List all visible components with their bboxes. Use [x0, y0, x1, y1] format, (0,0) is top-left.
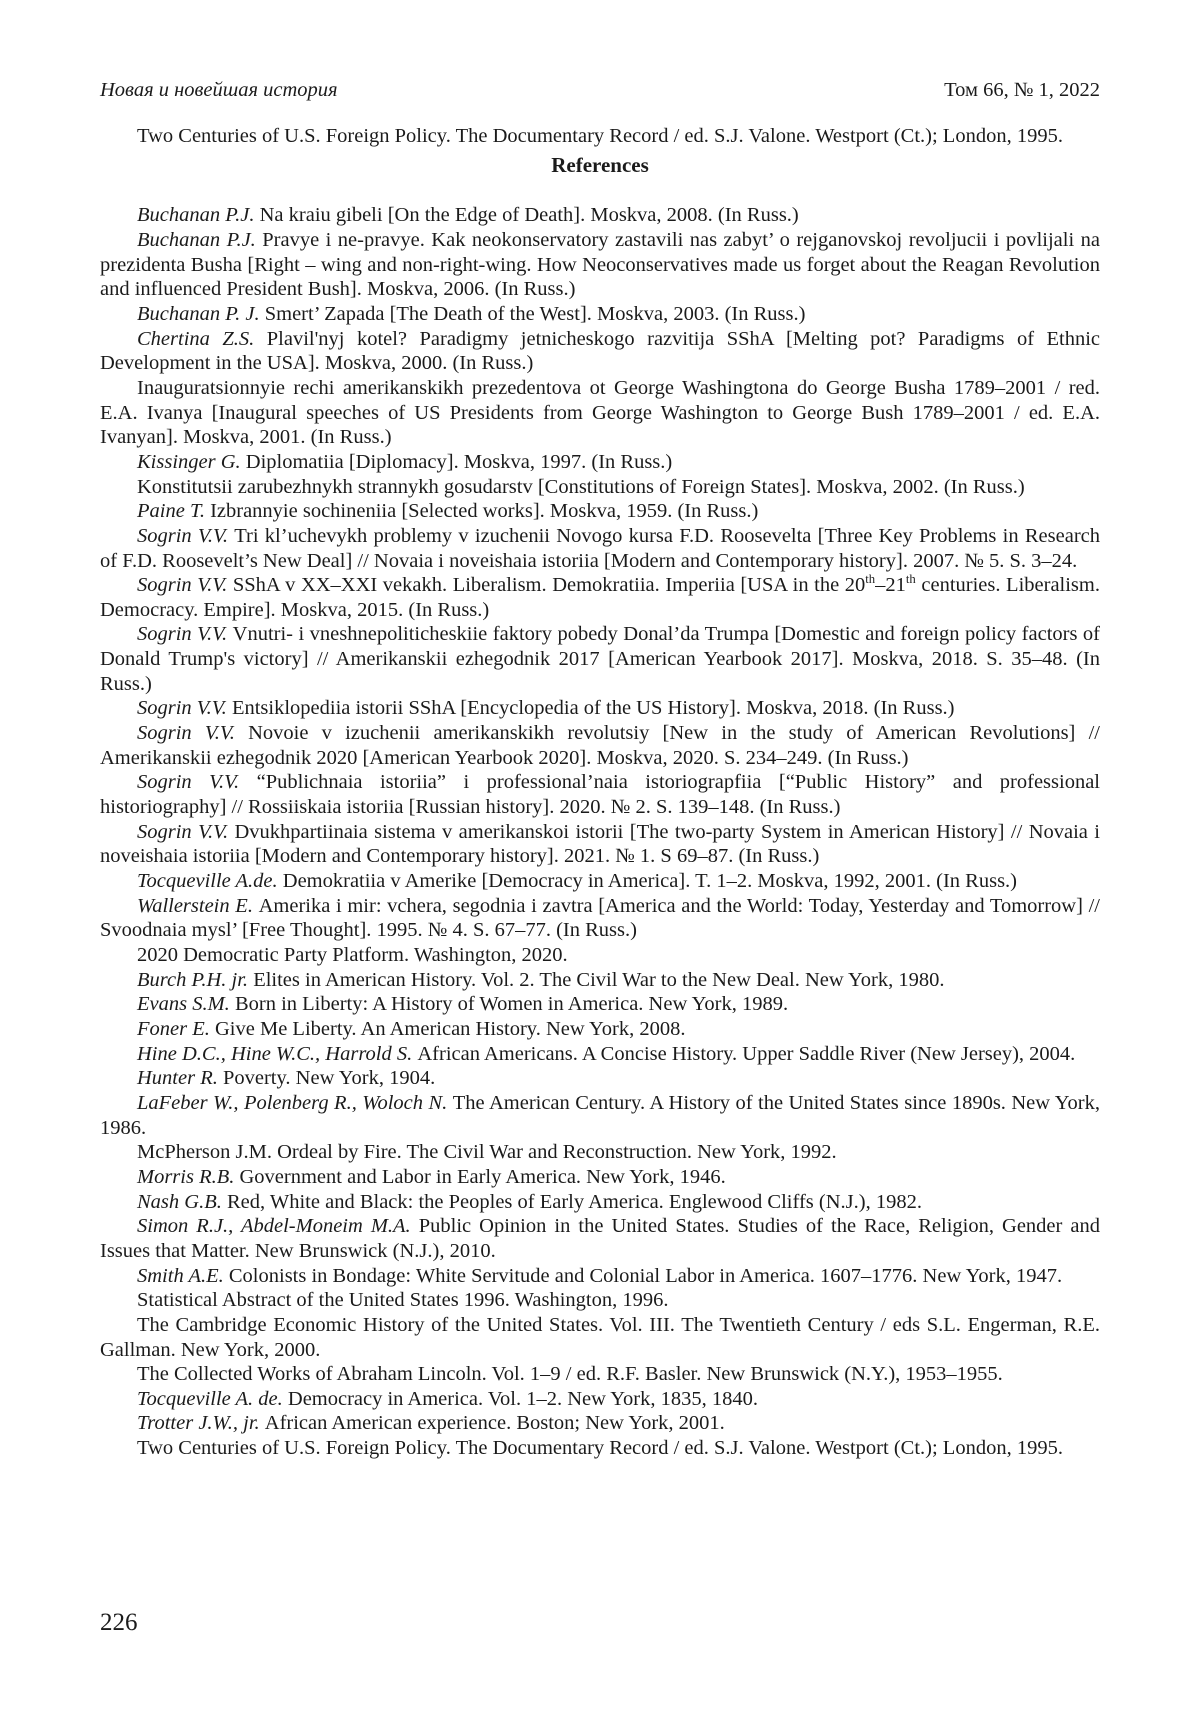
reference-text: “Publichnaia istoriia” i professional’naia istoriograpfiia [“Public History” and professional historiography] // Rossiiskaia istoriia [Russian history]. 2020. № 2. S. 139–148. (In Russ.)	[100, 771, 1100, 819]
reference-author: Buchanan P.J.	[137, 204, 260, 227]
reference-entry	[100, 1017, 1100, 1042]
reference-text: Na kraiu gibeli [On the Edge of Death]. Moskva, 2008. (In Russ.)	[259, 204, 799, 227]
reference-text: Dvukhpartiinaia sistema v amerikanskoi istorii [The two-party System in American History] // Novaia i noveishaia istoriia [Modern and Contemporary history]. 2021. № 1. S 69–87. (In Russ.)	[100, 820, 1101, 868]
reference-author: LaFeber W., Polenberg R., Woloch N.	[137, 1091, 453, 1114]
reference-entry	[100, 869, 1100, 894]
page-number: 226	[100, 1609, 138, 1636]
reference-text: African Americans. A Concise History. Upper Saddle River (New Jersey), 2004.	[417, 1042, 1076, 1065]
reference-text: Entsiklopediia istorii SShA [Encyclopedia of the US History]. Moskva, 2018. (In Russ.)	[231, 697, 955, 720]
reference-author: Buchanan P.J.	[137, 228, 263, 251]
reference-entry	[100, 450, 1100, 475]
reference-entry	[100, 820, 1100, 869]
reference-entry	[100, 1165, 1100, 1190]
reference-entry	[100, 1288, 1100, 1313]
reference-author: Sogrin V.V.	[137, 623, 233, 646]
reference-text: Inauguratsionnyie rechi amerikanskikh prezedentova ot George Washingtona do George Busha 1789–2001 / red. E.A. Ivanya [Inaugural speeches of US Presidents from George Washington to George Bush 1789–2001 / ed. E.A. Ivanyan]. Moskva, 2001. (In Russ.)	[100, 376, 1100, 449]
reference-entry	[100, 1042, 1100, 1067]
reference-author: Sogrin V.V.	[137, 820, 235, 843]
reference-author: Buchanan P. J.	[137, 302, 265, 325]
reference-text: Born in Liberty: A History of Women in America. New York, 1989.	[234, 993, 789, 1016]
reference-entry	[100, 327, 1100, 376]
reference-entry	[100, 475, 1100, 500]
reference-text: Demokratiia v Amerike [Democracy in America]. T. 1–2. Moskva, 1992, 2001. (In Russ.)	[282, 870, 1017, 893]
reference-author: Sogrin V.V.	[137, 574, 233, 597]
reference-entry	[100, 1362, 1100, 1387]
reference-text: 2020 Democratic Party Platform. Washington, 2020.	[137, 944, 568, 966]
running-head	[100, 78, 1100, 102]
reference-entry	[100, 203, 1100, 228]
reference-text: Elites in American History. Vol. 2. The Civil War to the New Deal. New York, 1980.	[253, 968, 945, 991]
reference-entry	[100, 992, 1100, 1017]
reference-entry	[100, 696, 1100, 721]
reference-entry	[100, 1190, 1100, 1215]
references-list	[100, 203, 1100, 1460]
reference-author: Morris R.B.	[137, 1165, 240, 1188]
reference-text: McPherson J.M. Ordeal by Fire. The Civil War and Reconstruction. New York, 1992.	[137, 1141, 837, 1164]
reference-text: Novoie v izuchenii amerikanskikh revolutsiy [New in the study of American Revolutions] // Amerikanskii ezhegodnik 2020 [American Yearbook 2020]. Moskva, 2020. S. 234–249. (In Russ.)	[100, 722, 1100, 769]
reference-text: Tri kl’uchevykh problemy v izuchenii Novogo kursa F.D. Roosevelta [Three Key Problems in Research of F.D. Roosevelt’s New Deal] // Novaia i noveishaia istoriia [Modern and Contemporary history]. 2007. № 5. S. 3–24.	[100, 524, 1100, 572]
reference-entry	[100, 1214, 1100, 1263]
reference-entry	[100, 1264, 1100, 1289]
reference-author: Kissinger G.	[137, 450, 246, 473]
reference-entry	[100, 1313, 1100, 1362]
reference-entry	[100, 894, 1100, 943]
reference-author: Paine T.	[137, 500, 211, 523]
reference-text: Government and Labor in Early America. New York, 1946.	[239, 1165, 726, 1188]
reference-entry	[100, 1066, 1100, 1091]
reference-entry	[100, 1436, 1100, 1461]
reference-text: Two Centuries of U.S. Foreign Policy. The Documentary Record / ed. S.J. Valone. Westport (Ct.); London, 1995.	[137, 1437, 1063, 1460]
reference-text: Colonists in Bondage: White Servitude and Colonial Labor in America. 1607–1776. New York, 1947.	[228, 1264, 1063, 1287]
issue-info: Том 66, № 1, 2022	[944, 79, 1100, 101]
reference-text: Izbrannyie sochineniia [Selected works]. Moskva, 1959. (In Russ.)	[210, 500, 759, 523]
page-content	[100, 124, 1100, 1461]
reference-author: Burch P.H. jr.	[137, 968, 254, 991]
reference-entry	[100, 721, 1100, 770]
reference-author: Smith A.E.	[137, 1264, 229, 1287]
journal-title: Новая и новейшая история	[100, 79, 338, 101]
reference-author: Simon R.J., Abdel-Moneim M.A.	[137, 1215, 419, 1238]
reference-entry	[100, 1091, 1100, 1140]
reference-entry	[100, 376, 1100, 450]
reference-text: The American Century. A History of the United States since 1890s. New York, 1986.	[100, 1091, 1100, 1139]
reference-text: SShA v XX–XXI vekakh. Liberalism. Demokratiia. Imperiia [USA in the 20th–21th centuries. Liberalism. Democracy. Empire]. Moskva, 2015. (In Russ.)	[100, 572, 1100, 621]
reference-author: Foner E.	[137, 1017, 215, 1040]
reference-text: Public Opinion in the United States. Studies of the Race, Religion, Gender and Issues that Matter. New Brunswick (N.J.), 2010.	[100, 1215, 1100, 1262]
reference-text: African American experience. Boston; New York, 2001.	[264, 1412, 725, 1435]
reference-text: Plavil'nyj kotel? Paradigmy jetnicheskogo razvitija SShA [Melting pot? Paradigms of Ethnic Development in the USA]. Moskva, 2000. (In Russ.)	[100, 327, 1101, 375]
reference-author: Trotter J.W., jr.	[137, 1412, 265, 1435]
reference-author: Tocqueville A. de.	[137, 1387, 288, 1410]
reference-author: Evans S.M.	[137, 993, 235, 1016]
reference-author: Sogrin V.V.	[137, 771, 257, 794]
references-heading: References	[551, 152, 649, 177]
reference-text: Democracy in America. Vol. 1–2. New York, 1835, 1840.	[287, 1387, 759, 1410]
reference-entry	[100, 1140, 1100, 1165]
reference-entry	[100, 968, 1100, 993]
reference-text: Red, White and Black: the Peoples of Early America. Englewood Cliffs (N.J.), 1982.	[226, 1190, 922, 1213]
reference-entry	[100, 499, 1100, 524]
reference-author: Sogrin V.V.	[137, 722, 249, 745]
reference-author: Sogrin V.V.	[137, 524, 235, 547]
reference-author: Wallerstein E.	[137, 894, 259, 917]
reference-text: Pravye i ne-pravye. Kak neokonservatory zastavili nas zabyt’ o rejganovskoj revoljucii i povlijali na prezidenta Busha [Right – wing and non-right-wing. How Neoconservatives made us forget about the Reagan Revolution and influenced President Bush]. Moskva, 2006. (In Russ.)	[100, 228, 1100, 301]
reference-text: Konstitutsii zarubezhnykh strannykh gosudarstv [Constitutions of Foreign States]. Moskva, 2002. (In Russ.)	[137, 475, 1025, 498]
reference-entry	[100, 302, 1100, 327]
pre-references-paragraph: Two Centuries of U.S. Foreign Policy. The Documentary Record / ed. S.J. Valone. Westport (Ct.); London, 1995.	[137, 125, 1063, 147]
reference-entry	[100, 228, 1100, 302]
reference-author: Hine D.C., Hine W.C., Harrold S.	[137, 1042, 418, 1065]
reference-author: Sogrin V.V.	[137, 697, 232, 720]
reference-text: Statistical Abstract of the United States 1996. Washington, 1996.	[137, 1289, 669, 1312]
reference-entry	[100, 573, 1100, 622]
reference-entry	[100, 1387, 1100, 1412]
reference-author: Chertina Z.S.	[137, 327, 267, 350]
reference-entry	[100, 943, 1100, 968]
reference-text: Poverty. New York, 1904.	[222, 1067, 436, 1090]
reference-entry	[100, 1411, 1100, 1436]
reference-text: Amerika i mir: vchera, segodnia i zavtra [America and the World: Today, Yesterday and Tomorrow] // Svoodnaia mysl’ [Free Thought]. 1995. № 4. S. 67–77. (In Russ.)	[100, 894, 1100, 942]
reference-text: Give Me Liberty. An American History. New York, 2008.	[215, 1017, 686, 1040]
reference-entry	[100, 524, 1100, 573]
reference-author: Nash G.B.	[137, 1190, 227, 1213]
reference-text: The Cambridge Economic History of the United States. Vol. III. The Twentieth Century / eds S.L. Engerman, R.E. Gallman. New York, 2000.	[100, 1313, 1100, 1361]
reference-entry	[100, 622, 1100, 696]
reference-author: Tocqueville A.de.	[137, 870, 283, 893]
reference-text: The Collected Works of Abraham Lincoln. Vol. 1–9 / ed. R.F. Basler. New Brunswick (N.Y.), 1953–1955.	[137, 1363, 1003, 1386]
reference-author: Hunter R.	[137, 1067, 223, 1090]
reference-text: Smert’ Zapada [The Death of the West]. Moskva, 2003. (In Russ.)	[264, 302, 806, 325]
reference-entry	[100, 770, 1100, 819]
reference-text: Vnutri- i vneshnepoliticheskiie faktory pobedy Donal’da Trumpa [Domestic and foreign policy factors of Donald Trump's victory] // Amerikanskii ezhegodnik 2017 [American Yearbook 2017]. Moskva, 2018. S. 35–48. (In Russ.)	[100, 623, 1101, 695]
reference-text: Diplomatiia [Diplomacy]. Moskva, 1997. (In Russ.)	[245, 450, 673, 473]
